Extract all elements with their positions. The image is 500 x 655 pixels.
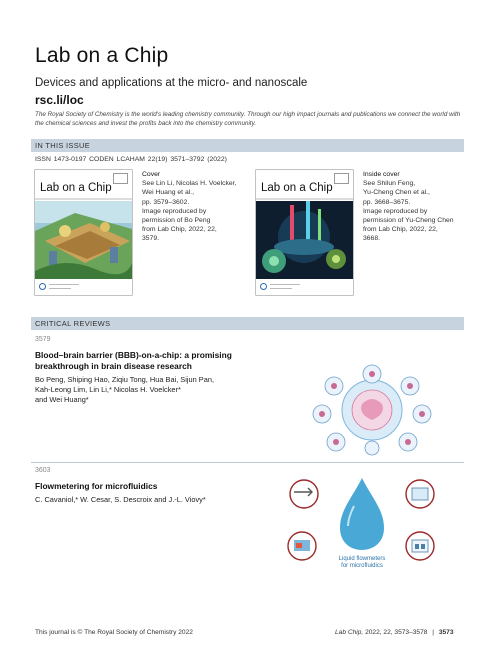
cover-title: Lab on a Chip (261, 182, 333, 194)
in-this-issue-band: IN THIS ISSUE (31, 139, 464, 152)
cover-title: Lab on a Chip (40, 182, 112, 194)
front-cover-caption: Cover See Lin Li, Nicolas H. Voelcker, Wei Huang et al., pp. 3579–3602. Image reproduced by permission of Bo Peng from Lab Chip, 2022, 22, 3579. (142, 171, 237, 243)
copyright-footer: This journal is © The Royal Society of Chemistry 2022 (35, 629, 193, 636)
cover-artwork (35, 201, 132, 279)
article-separator (31, 462, 464, 463)
citation-footer: Lab Chip, 2022, 22, 3573–3578 | 3573 (335, 629, 454, 636)
article-title[interactable]: Blood–brain barrier (BBB)-on-a-chip: a promising breakthrough in brain disease research (35, 350, 232, 371)
rsc-logo-icon (260, 283, 267, 290)
page-number: 3573 (438, 629, 454, 636)
journal-subtitle: Devices and applications at the micro- and nanoscale (35, 77, 308, 89)
article-authors: Bo Peng, Shiping Hao, Ziqiu Tong, Hua Bai, Sijun Pan, Kah-Leong Lim, Lin Li,* Nicolas H. Voelcker* and Wei Huang* (35, 375, 214, 404)
inside-cover-caption: Inside cover See Shilun Feng, Yu-Cheng Chen et al., pp. 3668–3675. Image reproduced by permission of Yu-Cheng Chen from Lab Chip, 2022, 22, 3668. (363, 171, 454, 243)
inside-cover-thumbnail[interactable] (256, 170, 353, 295)
cover-artwork (256, 201, 353, 279)
graphic-caption: for microfluidics (341, 563, 383, 568)
critical-reviews-band: CRITICAL REVIEWS (31, 317, 464, 330)
journal-url[interactable]: rsc.li/loc (35, 93, 84, 107)
flowmeter-graphical-abstract (282, 476, 442, 568)
bbb-graphical-abstract (308, 364, 436, 456)
article-title[interactable]: Flowmetering for microfluidics (35, 481, 158, 491)
issn-line: ISSN 1473-0197 CODEN LCAHAM 22(19) 3571–3792 (2022) (35, 156, 227, 163)
rsc-logo-icon (39, 283, 46, 290)
cover-badge (334, 173, 349, 184)
article-authors: C. Cavaniol,* W. Cesar, S. Descroix and J.-L. Viovy* (35, 495, 206, 504)
article-page-number: 3579 (35, 336, 51, 343)
journal-title: Lab on a Chip (35, 44, 169, 67)
front-cover-thumbnail[interactable] (35, 170, 132, 295)
article-page-number: 3603 (35, 467, 51, 474)
graphic-caption: Liquid flowmeters (338, 556, 386, 562)
cover-badge (113, 173, 128, 184)
rsc-blurb: The Royal Society of Chemistry is the world's leading chemistry community. Through our high impact journals and publications we connect the world with the chemical sciences and invest the profits back into the chemistry community. (35, 111, 461, 127)
